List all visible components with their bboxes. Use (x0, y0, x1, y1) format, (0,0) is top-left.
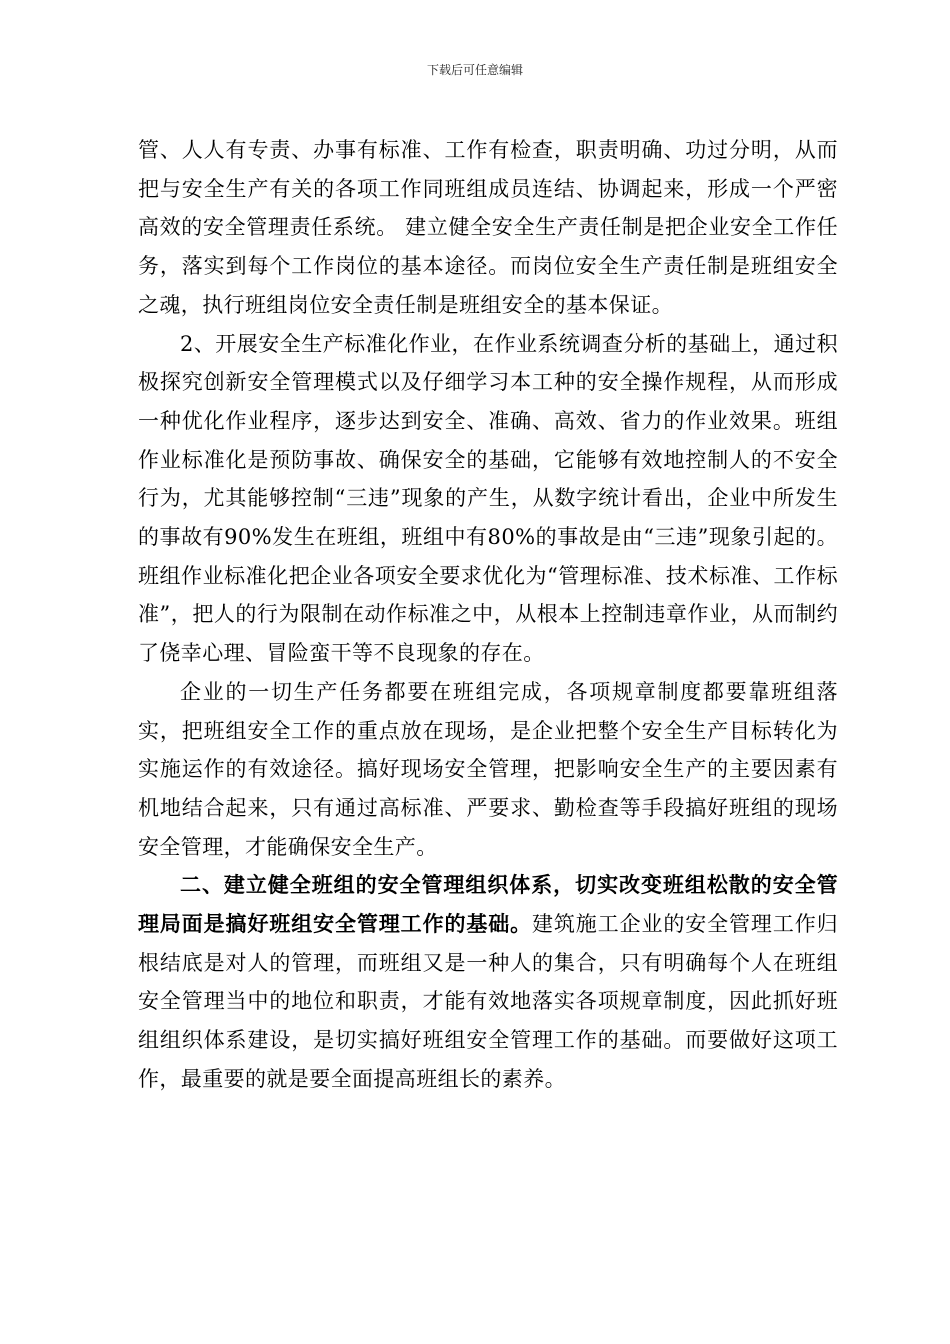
paragraph-standardized-operation: 2、开展安全生产标准化作业，在作业系统调查分析的基础上，通过积极探究创新安全管理模式以及仔细学习本工种的安全操作规程，从而形成一种优化作业程序，逐步达到安全、准确、高效、省力的作业效果。班组作业标准化是预防事故、确保安全的基础，它能够有效地控制人的不安全行为，尤其能够控制“三违”现象的产生，从数字统计看出，企业中所发生的事故有90%发生在班组，班组中有80%的事故是由“三违”现象引起的。班组作业标准化把企业各项安全要求优化为“管理标准、技术标准、工作标准”，把人的行为限制在动作标准之中，从根本上控制违章作业，从而制约了侥幸心理、冒险蛮干等不良现象的存在。 (138, 331, 838, 666)
page-header: 下载后可任意编辑 (426, 63, 523, 77)
paragraph-body-text: 建筑施工企业的安全管理工作归根结底是对人的管理，而班组又是一种人的集合，只有明确每个人在班组安全管理当中的地位和职责，才能有效地落实各项规章制度，因此抓好班组组织体系建设，是切实搞好班组安全管理工作的基础。而要做好这项工作，最重要的就是要全面提高班组长的素养。 (138, 912, 838, 1091)
section-heading: 二、建立健全班组的安全管理组织体系，切实改变班组松散的安全管理局面是搞好班组安全管理工作的基础。 (138, 872, 838, 937)
paragraph-site-management: 企业的一切生产任务都要在班组完成，各项规章制度都要靠班组落实，把班组安全工作的重点放在现场，是企业把整个安全生产目标转化为实施运作的有效途径。搞好现场安全管理，把影响安全生产的主要因素有机地结合起来，只有通过高标准、严要求、勤检查等手段搞好班组的现场安全管理，才能确保安全生产。 (138, 679, 838, 859)
paragraph-responsibility-system: 管、人人有专责、办事有标准、工作有检查，职责明确、功过分明，从而把与安全生产有关的各项工作同班组成员连结、协调起来，形成一个严密高效的安全管理责任系统。 建立健全安全生产责任制是把企业安全工作任务，落实到每个工作岗位的基本途径。而岗位安全生产责任制是班组安全之魂，执行班组岗位安全责任制是班组安全的基本保证。 (138, 138, 838, 317)
document-body (138, 131, 838, 1099)
paragraph-organization-system (138, 866, 838, 1098)
